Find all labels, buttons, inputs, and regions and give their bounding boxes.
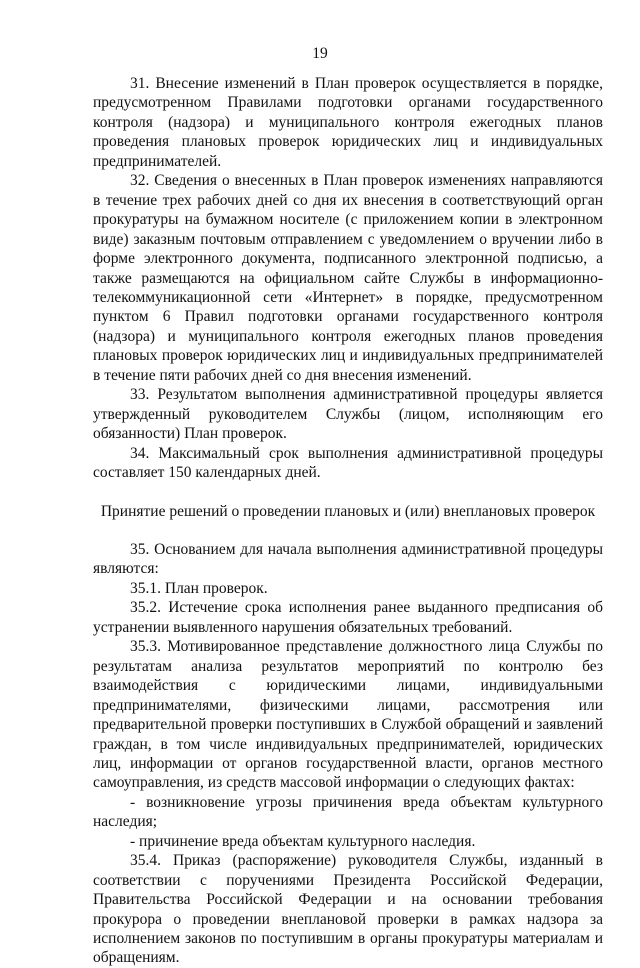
list-item-threat: - возникновение угрозы причинения вреда объектам культурного наследия; bbox=[93, 793, 603, 831]
page-number: 19 bbox=[312, 45, 328, 62]
paragraph-34: 34. Максимальный срок выполнения административной процедуры составляет 150 календарных дней. bbox=[93, 444, 603, 482]
list-item-harm: - причинение вреда объектам культурного наследия. bbox=[130, 832, 476, 850]
section-heading: Принятие решений о проведении плановых и (или) внеплановых проверок bbox=[100, 502, 596, 520]
document-body bbox=[93, 74, 603, 968]
paragraph-31: 31. Внесение изменений в План проверок осуществляется в порядке, предусмотренном Правилами подготовки органами государственного контроля (надзора) и муниципального контроля ежегодных планов проведения плановых проверок юридических лиц и индивидуальных предпринимателей. bbox=[93, 75, 603, 170]
paragraph-32: 32. Сведения о внесенных в План проверок изменениях направляются в течение трех рабочих дней со дня их внесения в соответствующий орган прокуратуры на бумажном носителе (с приложением копии в электронном виде) заказным почтовым отправлением с уведомлением о вручении либо в форме электронного документа, подписанного электронной подписью, а также размещаются на официальном сайте Службы в информационно-телекоммуникационной сети «Интернет» в порядке, предусмотренном пунктом 6 Правил подготовки органами государственного контроля (надзора) и муниципального контроля ежегодных планов проведения плановых проверок юридических лиц и индивидуальных предпринимателей в течение пяти рабочих дней со дня внесения изменений. bbox=[93, 172, 603, 384]
paragraph-35-1: 35.1. План проверок. bbox=[130, 579, 268, 597]
paragraph-35-2: 35.2. Истечение срока исполнения ранее выданного предписания об устранении выявленного нарушения обязательных требований. bbox=[93, 599, 603, 636]
paragraph-35-3: 35.3. Мотивированное представление должностного лица Службы по результатам анализа результатов мероприятий по контролю без взаимодействия с юридическими лицами, индивидуальными предпринимателями, физическими лицами, рассмотрения или предварительной проверки поступивших в Службой обращений и заявлений граждан, в том числе индивидуальных предпринимателей, юридических лиц, информации от органов государственной власти, органов местного самоуправления, из средств массовой информации о следующих фактах: bbox=[93, 638, 603, 792]
paragraph-33: 33. Результатом выполнения административной процедуры является утвержденный руководителем Службы (лицом, исполняющим его обязанности) План проверок. bbox=[93, 386, 603, 443]
paragraph-35: 35. Основанием для начала выполнения административной процедуры являются: bbox=[93, 540, 603, 578]
paragraph-35-4: 35.4. Приказ (распоряжение) руководителя Службы, изданный в соответствии с поручениями Президента Российской Федерации, Правительства Российской Федерации и на основании требования прокурора о проведении внеплановой проверки в рамках надзора за исполнением законов по поступившим в органы прокуратуры материалам и обращениям. bbox=[93, 852, 603, 967]
